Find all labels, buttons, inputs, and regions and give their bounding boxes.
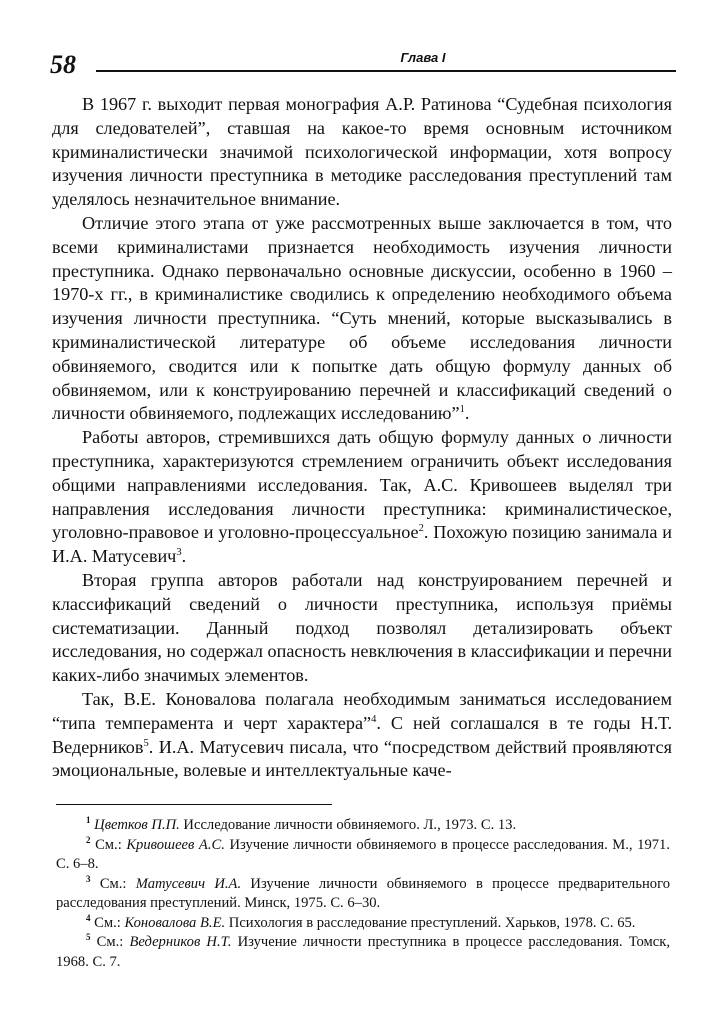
footnote-4 [56,914,670,934]
paragraph-5 [52,688,672,783]
paragraph-text: Так, В.Е. Коновалова полагала необходимым заниматься исследованием “типа темперамента и черт характера” [52,688,672,733]
footnote-ref: 1 [459,404,465,416]
running-header [48,44,676,80]
footnote-author: Коновалова В.Е. [124,914,226,931]
footnote-5 [56,933,670,972]
paragraph-text: . С ней соглашался в те годы Н.Т. Ведерников [52,712,672,757]
footnote-ref: 5 [143,737,149,749]
footnote-text: Психология в расследование преступлений. Харьков, 1978. С. 65. [225,914,636,931]
footnote-prefix: См.: [99,875,136,892]
footnote-1 [56,816,670,836]
footnote-author: Матусевич И.А. [135,875,242,892]
footnote-number: 1 [86,815,91,826]
paragraph-text: Отличие этого этапа от уже рассмотренных выше заключается в том, что всеми криминалистами признается необходимость изучения личности преступника. Однако первоначально основные дискуссии, особенно в 1960 – 1970-х гг., в криминалистике сводились к определению необходимого объема изучения личности преступника. “Суть мнений, которые высказывались в криминалистической литературе об объеме исследования личности обвиняемого, сводится или к попытке дать общую формулу данных об обвиняемом, или к конструированию перечней и классификаций сведений о личности обвиняемого, подлежащих исследованию” [52,212,672,424]
footnotes [56,816,670,972]
footnote-prefix: См.: [94,914,125,931]
paragraph-text: Работы авторов, стремившихся дать общую формулу данных о личности преступника, характеризуются стремлением ограничить объект исследования общими направлениями исследования. Так, А.С. Кривошеев выделял три направления исследования личности преступника: криминалистическое, уголовно-правовое и уголовно-процессуальное [52,427,672,543]
footnote-ref: 4 [371,713,377,725]
paragraph-text: Вторая группа авторов работали над конструированием перечней и классификаций сведений о личности преступника, используя приёмы систематизации. Данный подход позволял детализировать объект исследования, но содержал опасность невключения в классификации и перечни каких-либо значимых элементов. [52,569,672,686]
footnote-2 [56,836,670,875]
paragraph-1 [52,93,672,212]
paragraph-3 [52,426,672,569]
paragraph-4 [52,569,672,688]
footnote-author: Кривошеев А.С. [126,836,225,853]
paragraph-text: . [181,546,187,567]
footnote-text: Изучение личности преступника в процессе расследования. Томск, 1968. С. 7. [56,934,670,970]
paragraph-text: В 1967 г. выходит первая монография А.Р. Ратинова “Судебная психология для следователей”, ставшая на какое-то время основным источником криминалистически значимой психологической информации, хотя вопросу изучения личности преступника в методике расследования преступлений там уделялось незначительное внимание. [52,94,672,210]
footnote-author: Цветков П.П. [94,817,180,833]
paragraph-2: Отличие этого этапа от уже рассмотренных выше заключается в том, что всеми криминалистами признается необходимость изучения личности преступника. Однако первоначально основные дискуссии, особенно в 1960 – 1970-х гг., в криминалистике сводились к определению необходимого объема изучения личности преступника. “Суть мнений, которые высказывались в криминалистической литературе об объеме исследования личности обвиняемого, сводится или к попытке дать общую формулу данных об обвиняемом, или к конструированию перечней и классификаций сведений о личности обвиняемого, подлежащих исследованию”$^1$. [52,212,672,424]
footnote-text: Исследование личности обвиняемого. Л., 1973. С. 13. [179,817,517,833]
paragraph-text: . И.А. Матусевич писала, что “посредством действий проявляются эмоциональные, волевые и интеллектуальные каче- [52,736,672,781]
paragraph-text: . Похожую позицию занимала и И.А. Матусевич [52,522,672,567]
page-number: 58 [50,50,76,79]
footnote-number: 2 [86,834,91,845]
main-text [52,93,672,783]
footnote-3 [56,875,670,914]
footnote-number: 5 [86,932,91,943]
footnote-ref: 3 [176,547,182,559]
footnote-prefix: См.: [95,836,127,853]
footnote-ref: 2 [418,523,424,535]
footnote-number: 4 [86,912,91,923]
footnote-author: Ведерников Н.Т. [129,934,232,950]
header-rule [96,70,676,72]
footnote-prefix: См.: [96,934,130,950]
footnote-number: 3 [86,873,91,884]
footnote-text: Изучение личности обвиняемого в процессе расследования. М., 1971. С. 6–8. [56,836,670,872]
chapter-title: Глава I [400,50,446,65]
footnote-separator [56,804,332,805]
footnote-text: Изучение личности обвиняемого в процессе предварительного расследования преступлений. Минск, 1975. С. 6–30. [56,875,671,911]
